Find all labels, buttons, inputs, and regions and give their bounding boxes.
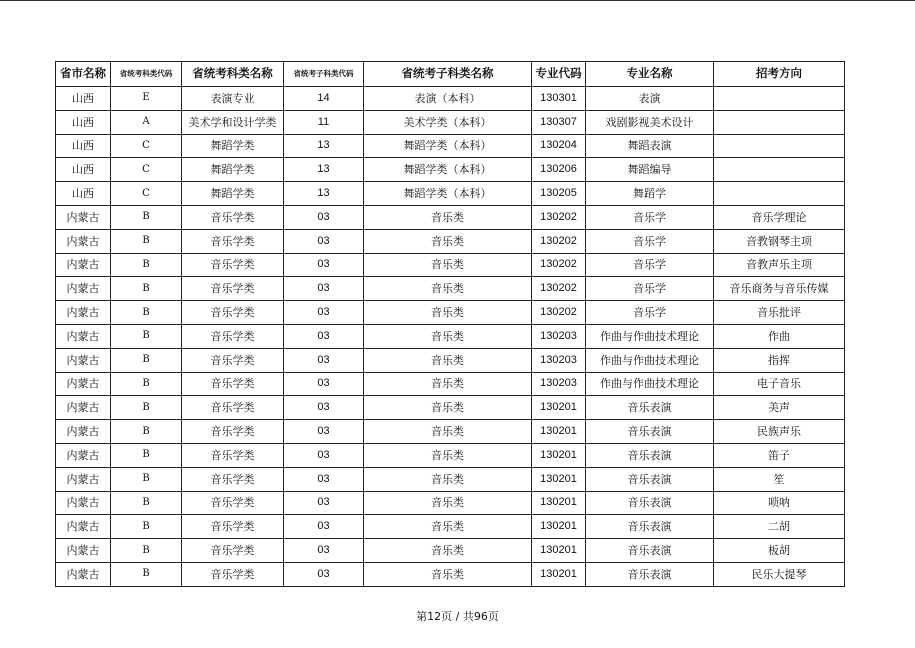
table-row [56, 110, 845, 134]
cell-subcategory-code: 03 [284, 396, 364, 420]
cell-subcategory-code: 03 [284, 539, 364, 563]
cell-major-name: 音乐表演 [586, 562, 714, 586]
cell-direction: 音乐商务与音乐传媒 [714, 277, 845, 301]
cell-subject-code: B [111, 420, 182, 444]
cell-major-code: 130204 [532, 134, 586, 158]
cell-major-name: 音乐学 [586, 205, 714, 229]
cell-subcategory-name: 音乐类 [364, 515, 532, 539]
cell-major-code: 130202 [532, 229, 586, 253]
cell-subcategory-name: 舞蹈学类（本科） [364, 158, 532, 182]
cell-province: 山西 [56, 87, 111, 111]
cell-province: 内蒙古 [56, 420, 111, 444]
cell-major-code: 130203 [532, 372, 586, 396]
cell-subject-name: 舞蹈学类 [182, 134, 284, 158]
cell-subcategory-name: 音乐类 [364, 324, 532, 348]
cell-subcategory-name: 音乐类 [364, 467, 532, 491]
cell-subcategory-code: 03 [284, 324, 364, 348]
table-row [56, 491, 845, 515]
cell-major-code: 130201 [532, 539, 586, 563]
cell-subject-name: 美术学和设计学类 [182, 110, 284, 134]
cell-subcategory-name: 表演（本科） [364, 87, 532, 111]
cell-direction [714, 158, 845, 182]
cell-subcategory-name: 音乐类 [364, 539, 532, 563]
cell-direction: 音乐批评 [714, 301, 845, 325]
cell-subcategory-code: 03 [284, 348, 364, 372]
cell-subject-name: 表演专业 [182, 87, 284, 111]
cell-direction: 二胡 [714, 515, 845, 539]
cell-subject-name: 音乐学类 [182, 491, 284, 515]
cell-province: 山西 [56, 134, 111, 158]
table-row [56, 324, 845, 348]
cell-subcategory-code: 13 [284, 134, 364, 158]
cell-subcategory-code: 03 [284, 515, 364, 539]
cell-subject-code: B [111, 515, 182, 539]
cell-subject-name: 音乐学类 [182, 467, 284, 491]
cell-direction: 笙 [714, 467, 845, 491]
cell-direction: 指挥 [714, 348, 845, 372]
cell-major-code: 130203 [532, 348, 586, 372]
cell-major-name: 作曲与作曲技术理论 [586, 324, 714, 348]
cell-subject-code: B [111, 467, 182, 491]
cell-province: 内蒙古 [56, 372, 111, 396]
header-subcategory-code: 省统考子科类代码 [284, 62, 364, 87]
cell-province: 内蒙古 [56, 443, 111, 467]
cell-subject-code: B [111, 491, 182, 515]
cell-major-code: 130201 [532, 467, 586, 491]
cell-province: 山西 [56, 182, 111, 206]
cell-major-code: 130307 [532, 110, 586, 134]
cell-subject-name: 音乐学类 [182, 396, 284, 420]
header-direction: 招考方向 [714, 62, 845, 87]
cell-major-code: 130201 [532, 396, 586, 420]
cell-subcategory-code: 13 [284, 182, 364, 206]
cell-major-name: 舞蹈学 [586, 182, 714, 206]
cell-direction: 美声 [714, 396, 845, 420]
cell-major-code: 130201 [532, 420, 586, 444]
cell-direction: 民族声乐 [714, 420, 845, 444]
cell-subject-code: B [111, 396, 182, 420]
table-row [56, 134, 845, 158]
cell-subcategory-code: 03 [284, 562, 364, 586]
cell-major-code: 130203 [532, 324, 586, 348]
admissions-table [55, 61, 845, 587]
cell-subject-code: E [111, 87, 182, 111]
cell-subject-code: A [111, 110, 182, 134]
cell-subcategory-code: 13 [284, 158, 364, 182]
cell-subject-code: B [111, 539, 182, 563]
cell-subcategory-name: 音乐类 [364, 420, 532, 444]
cell-province: 内蒙古 [56, 491, 111, 515]
table-row [56, 301, 845, 325]
cell-subcategory-code: 03 [284, 443, 364, 467]
cell-major-code: 130206 [532, 158, 586, 182]
cell-subcategory-code: 03 [284, 372, 364, 396]
cell-subcategory-name: 音乐类 [364, 396, 532, 420]
cell-subcategory-name: 音乐类 [364, 205, 532, 229]
cell-subcategory-code: 03 [284, 491, 364, 515]
page-number: 第12页 / 共96页 [416, 610, 499, 623]
cell-subject-code: B [111, 372, 182, 396]
cell-direction: 音教钢琴主项 [714, 229, 845, 253]
cell-subject-name: 音乐学类 [182, 348, 284, 372]
cell-subject-code: B [111, 301, 182, 325]
cell-province: 内蒙古 [56, 562, 111, 586]
table-row [56, 443, 845, 467]
cell-major-name: 音乐学 [586, 229, 714, 253]
cell-major-name: 音乐表演 [586, 396, 714, 420]
cell-subject-name: 音乐学类 [182, 301, 284, 325]
cell-subject-name: 音乐学类 [182, 277, 284, 301]
cell-direction: 音乐学理论 [714, 205, 845, 229]
cell-subcategory-code: 03 [284, 467, 364, 491]
table-row [56, 539, 845, 563]
cell-subject-name: 音乐学类 [182, 253, 284, 277]
cell-subject-name: 音乐学类 [182, 539, 284, 563]
cell-direction: 笛子 [714, 443, 845, 467]
table-row [56, 515, 845, 539]
cell-major-name: 作曲与作曲技术理论 [586, 348, 714, 372]
cell-subcategory-name: 音乐类 [364, 443, 532, 467]
cell-province: 内蒙古 [56, 467, 111, 491]
cell-direction [714, 87, 845, 111]
cell-subcategory-code: 14 [284, 87, 364, 111]
cell-subcategory-code: 03 [284, 253, 364, 277]
cell-subject-code: B [111, 348, 182, 372]
table-header-row [56, 62, 845, 87]
table-row [56, 562, 845, 586]
header-major-name: 专业名称 [586, 62, 714, 87]
header-major-code: 专业代码 [532, 62, 586, 87]
cell-province: 山西 [56, 158, 111, 182]
table-row [56, 253, 845, 277]
cell-subcategory-name: 音乐类 [364, 562, 532, 586]
cell-major-name: 音乐学 [586, 277, 714, 301]
cell-subcategory-name: 舞蹈学类（本科） [364, 182, 532, 206]
cell-direction: 唢呐 [714, 491, 845, 515]
cell-province: 内蒙古 [56, 205, 111, 229]
cell-major-name: 音乐学 [586, 253, 714, 277]
cell-major-name: 舞蹈编导 [586, 158, 714, 182]
cell-province: 内蒙古 [56, 301, 111, 325]
cell-subject-code: B [111, 253, 182, 277]
cell-major-name: 戏剧影视美术设计 [586, 110, 714, 134]
cell-major-code: 130202 [532, 253, 586, 277]
cell-subject-name: 音乐学类 [182, 562, 284, 586]
cell-subject-code: C [111, 158, 182, 182]
cell-subcategory-code: 03 [284, 277, 364, 301]
cell-major-name: 音乐表演 [586, 491, 714, 515]
header-province: 省市名称 [56, 62, 111, 87]
cell-province: 内蒙古 [56, 229, 111, 253]
header-subject-code: 省统考科类代码 [111, 62, 182, 87]
cell-subcategory-name: 舞蹈学类（本科） [364, 134, 532, 158]
cell-subject-code: C [111, 182, 182, 206]
table-row [56, 277, 845, 301]
cell-subject-code: C [111, 134, 182, 158]
cell-subcategory-code: 03 [284, 229, 364, 253]
table-row [56, 87, 845, 111]
header-subcategory-name: 省统考子科类名称 [364, 62, 532, 87]
cell-direction: 作曲 [714, 324, 845, 348]
table-row [56, 182, 845, 206]
cell-direction [714, 110, 845, 134]
cell-subject-code: B [111, 229, 182, 253]
cell-subcategory-name: 音乐类 [364, 491, 532, 515]
cell-direction: 电子音乐 [714, 372, 845, 396]
top-border-line [0, 0, 915, 1]
cell-subcategory-name: 音乐类 [364, 348, 532, 372]
cell-major-name: 音乐表演 [586, 539, 714, 563]
cell-subject-name: 舞蹈学类 [182, 158, 284, 182]
cell-subject-name: 音乐学类 [182, 443, 284, 467]
cell-subject-name: 舞蹈学类 [182, 182, 284, 206]
cell-province: 内蒙古 [56, 539, 111, 563]
cell-major-code: 130201 [532, 491, 586, 515]
cell-subcategory-code: 03 [284, 301, 364, 325]
cell-province: 内蒙古 [56, 277, 111, 301]
cell-direction: 音教声乐主项 [714, 253, 845, 277]
table-row [56, 420, 845, 444]
cell-major-name: 音乐学 [586, 301, 714, 325]
cell-subject-code: B [111, 443, 182, 467]
cell-direction: 板胡 [714, 539, 845, 563]
table-row [56, 348, 845, 372]
cell-major-code: 130201 [532, 562, 586, 586]
table-row [56, 205, 845, 229]
cell-subject-code: B [111, 324, 182, 348]
cell-major-code: 130202 [532, 205, 586, 229]
cell-major-code: 130202 [532, 277, 586, 301]
cell-province: 内蒙古 [56, 253, 111, 277]
cell-subcategory-name: 音乐类 [364, 277, 532, 301]
cell-subject-name: 音乐学类 [182, 324, 284, 348]
cell-subject-name: 音乐学类 [182, 229, 284, 253]
table-row [56, 372, 845, 396]
cell-province: 内蒙古 [56, 396, 111, 420]
cell-province: 山西 [56, 110, 111, 134]
cell-major-name: 舞蹈表演 [586, 134, 714, 158]
cell-direction: 民乐大提琴 [714, 562, 845, 586]
cell-subcategory-code: 11 [284, 110, 364, 134]
cell-major-code: 130205 [532, 182, 586, 206]
cell-subcategory-name: 美术学类（本科） [364, 110, 532, 134]
cell-subject-name: 音乐学类 [182, 205, 284, 229]
cell-province: 内蒙古 [56, 348, 111, 372]
table-row [56, 158, 845, 182]
cell-province: 内蒙古 [56, 324, 111, 348]
cell-subcategory-name: 音乐类 [364, 301, 532, 325]
cell-major-name: 作曲与作曲技术理论 [586, 372, 714, 396]
cell-subcategory-name: 音乐类 [364, 253, 532, 277]
cell-major-name: 音乐表演 [586, 420, 714, 444]
table-row [56, 467, 845, 491]
cell-subject-code: B [111, 562, 182, 586]
cell-subject-name: 音乐学类 [182, 372, 284, 396]
cell-direction [714, 182, 845, 206]
cell-subject-code: B [111, 277, 182, 301]
cell-major-code: 130201 [532, 443, 586, 467]
cell-major-code: 130202 [532, 301, 586, 325]
table-row [56, 229, 845, 253]
cell-subcategory-code: 03 [284, 420, 364, 444]
cell-major-code: 130201 [532, 515, 586, 539]
cell-major-name: 音乐表演 [586, 467, 714, 491]
cell-province: 内蒙古 [56, 515, 111, 539]
cell-subject-code: B [111, 205, 182, 229]
cell-major-name: 音乐表演 [586, 515, 714, 539]
cell-subcategory-name: 音乐类 [364, 229, 532, 253]
cell-subcategory-code: 03 [284, 205, 364, 229]
cell-major-name: 音乐表演 [586, 443, 714, 467]
cell-subject-name: 音乐学类 [182, 515, 284, 539]
cell-direction [714, 134, 845, 158]
cell-major-name: 表演 [586, 87, 714, 111]
table-body [56, 87, 845, 587]
header-subject-name: 省统考科类名称 [182, 62, 284, 87]
cell-major-code: 130301 [532, 87, 586, 111]
table-row [56, 396, 845, 420]
cell-subject-name: 音乐学类 [182, 420, 284, 444]
cell-subcategory-name: 音乐类 [364, 372, 532, 396]
